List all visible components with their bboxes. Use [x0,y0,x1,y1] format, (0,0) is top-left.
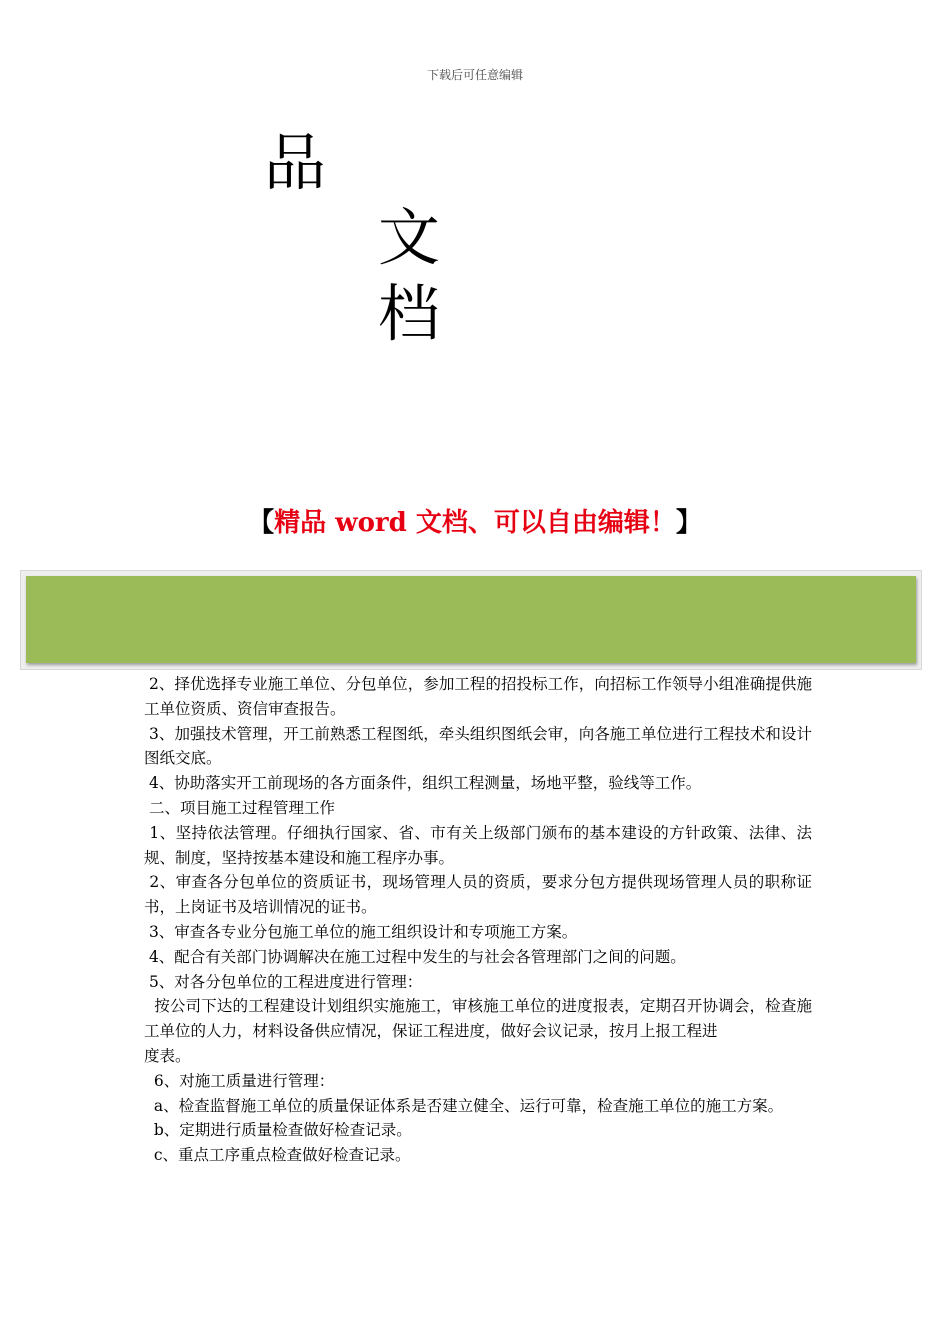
promo-line [0,505,950,541]
paragraph: 2、审查各分包单位的资质证书，现场管理人员的资质，要求分包方提供现场管理人员的职称证书，上岗证书及培训情况的证书。 [144,873,812,917]
title-char-dang: 档 [378,277,441,350]
title-char-wen: 文 [378,201,441,274]
paragraph: 4、配合有关部门协调解决在施工过程中发生的与社会各管理部门之间的问题。 [144,947,686,966]
paragraph: 按公司下达的工程建设计划组织实施施工，审核施工单位的进度报表，定期召开协调会，检查施工单位的人力，材料设备供应情况，保证工程进度，做好会议记录，按月上报工程进 [144,997,812,1041]
paragraph: 度表。 [144,1046,191,1065]
page-header: 下载后可任意编辑 [426,68,523,82]
promo-text: 精品 word 文档、可以自由编辑！ [274,508,676,538]
paragraph: 3、加强技术管理，开工前熟悉工程图纸，牵头组织图纸会审，向各施工单位进行工程技术和设计图纸交底。 [144,724,812,768]
paragraph: a、检查监督施工单位的质量保证体系是否建立健全、运行可靠，检查施工单位的施工方案。 [144,1096,784,1115]
paragraph: 3、审查各专业分包施工单位的施工组织设计和专项施工方案。 [144,922,578,941]
paragraph: 2、择优选择专业施工单位、分包单位，参加工程的招投标工作，向招标工作领导小组准确提供施工单位资质、资信审查报告。 [144,675,812,718]
banner-frame [20,570,922,670]
title-char-pin: 品 [264,126,327,199]
paragraph: c、重点工序重点检查做好检查记录。 [144,1146,411,1165]
paragraph: b、定期进行质量检查做好检查记录。 [144,1121,412,1140]
promo-open-bracket: 【 [248,508,275,538]
paragraph: 5、对各分包单位的工程进度进行管理： [144,972,423,991]
document-body [144,672,812,1168]
paragraph: 4、协助落实开工前现场的各方面条件，组织工程测量，场地平整，验线等工作。 [144,774,702,793]
paragraph: 6、对施工质量进行管理： [144,1071,335,1090]
promo-close-bracket: 】 [675,508,702,538]
section-heading: 二、项目施工过程管理工作 [144,798,335,817]
green-banner [26,576,916,663]
paragraph: 1、坚持依法管理。仔细执行国家、省、市有关上级部门颁布的基本建设的方针政策、法律、法规、制度，坚持按基本建设和施工程序办事。 [144,823,812,867]
